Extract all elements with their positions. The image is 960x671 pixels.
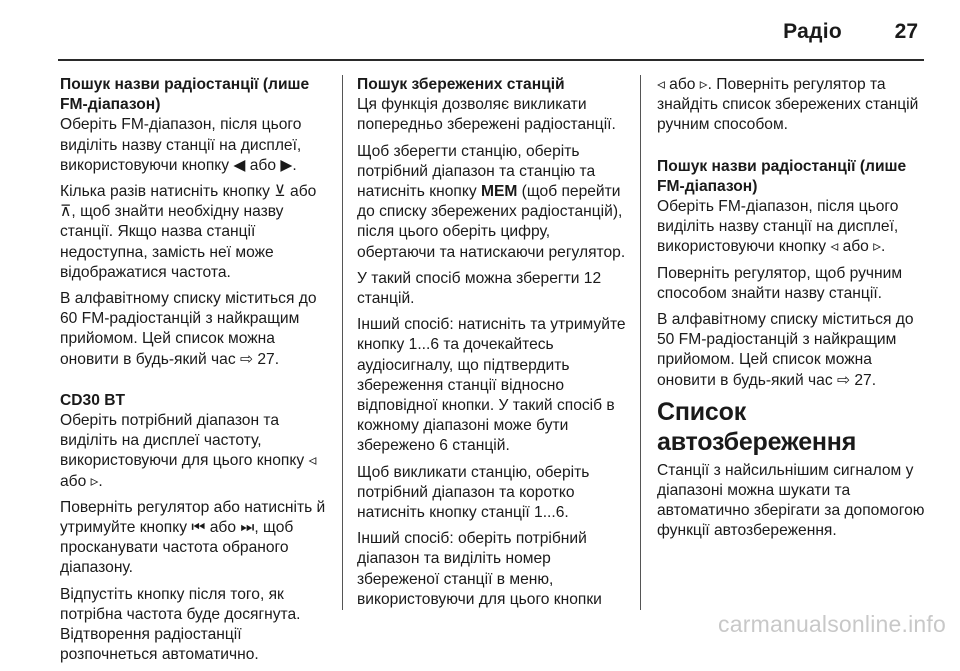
paragraph: В алфавітному списку міститься до 50 FM-радіостанцій з найкращим прийомом. Цей список можна оновити в будь-який час ⇨ 27.	[657, 311, 914, 389]
paragraph: Кілька разів натисніть кнопку ⊻ або ⊼, щоб знайти необхідну назву станції. Якщо назва станції недоступна, замість неї може відображатися частота.	[60, 183, 317, 281]
watermark: carmanualsonline.info	[718, 611, 946, 637]
paragraph: Інший спосіб: натисніть та утримуйте кнопку 1...6 та дочекайтесь аудіосигналу, що підтвердить збереження станції відносно відповідної кнопки. У такий спосіб в кожному діапазоні може бути збережено 6 станцій.	[357, 316, 626, 455]
paragraph: Оберіть FM-діапазон, після цього виділіть назву станції на дисплеї, використовуючи кнопку ◀ або ▶.	[60, 116, 302, 174]
paragraph: Інший спосіб: оберіть потрібний діапазон та виділіть номер збереженої станції в меню, використовуючи для цього кнопки	[357, 530, 602, 608]
paragraph: Щоб зберегти станцію, оберіть потрібний діапазон та станцію та натисніть кнопку MEM (щоб перейти до списку збережених радіостанцій), після цього оберіть цифру, обертаючи та натискаючи регулятор.	[357, 142, 626, 261]
paragraph: Відпустіть кнопку після того, як потрібна частота буде досягнута. Відтворення радіостанції розпочнеться автоматично.	[60, 585, 301, 664]
paragraph: В алфавітному списку міститься до 60 FM-радіостанцій з найкращим прийомом. Цей список можна оновити в будь-який час ⇨ 27.	[60, 290, 317, 368]
heading-fm-name-search: Пошук назви радіостанції (лише FM-діапазон)	[60, 76, 310, 114]
column-divider	[342, 75, 343, 610]
page-number: 27	[894, 20, 918, 43]
paragraph: Ця функція дозволяє викликати попередньо збережені радіостанції.	[357, 96, 616, 134]
paragraph: Щоб викликати станцію, оберіть потрібний діапазон та коротко натисніть кнопку станції 1...6.	[357, 463, 590, 522]
heading-cd30bt: CD30 BT	[60, 391, 125, 409]
column-divider	[640, 75, 641, 610]
column-2	[357, 75, 629, 616]
section-title: Радіо	[783, 20, 842, 43]
paragraph: У такий спосіб можна зберегти 12 станцій.	[357, 269, 602, 308]
paragraph: Оберіть потрібний діапазон та виділіть на дисплеї частоту, використовуючи для цього кнопку ◃ або ▹.	[60, 412, 317, 490]
paragraph: ◃ або ▹. Поверніть регулятор та знайдіть список збережених станцій ручним способом.	[657, 76, 919, 134]
paragraph: Оберіть FM-діапазон, після цього виділіть назву станції на дисплеї, використовуючи кнопку ◃ або ▹.	[657, 198, 899, 256]
paragraph: Поверніть регулятор або натисніть й утримуйте кнопку ⏮ або ⏭, щоб просканувати частота обраного діапазону.	[60, 498, 326, 577]
column-1	[60, 75, 332, 671]
page-header	[0, 0, 960, 58]
heading-saved-stations: Пошук збережених станцій	[357, 76, 565, 93]
paragraph: Станції з найсильнішим сигналом у діапазоні можна шукати та автоматично зберігати за допомогою функції автозбереження.	[657, 461, 925, 540]
heading-autostore-list: Список автозбереження	[657, 397, 857, 456]
header-rule	[58, 59, 924, 61]
heading-fm-name-search: Пошук назви радіостанції (лише FM-діапазон)	[657, 157, 907, 195]
paragraph: Поверніть регулятор, щоб ручним способом знайти назву станції.	[657, 264, 903, 302]
mem-key-label: MEM	[480, 183, 518, 201]
column-3	[657, 75, 929, 548]
